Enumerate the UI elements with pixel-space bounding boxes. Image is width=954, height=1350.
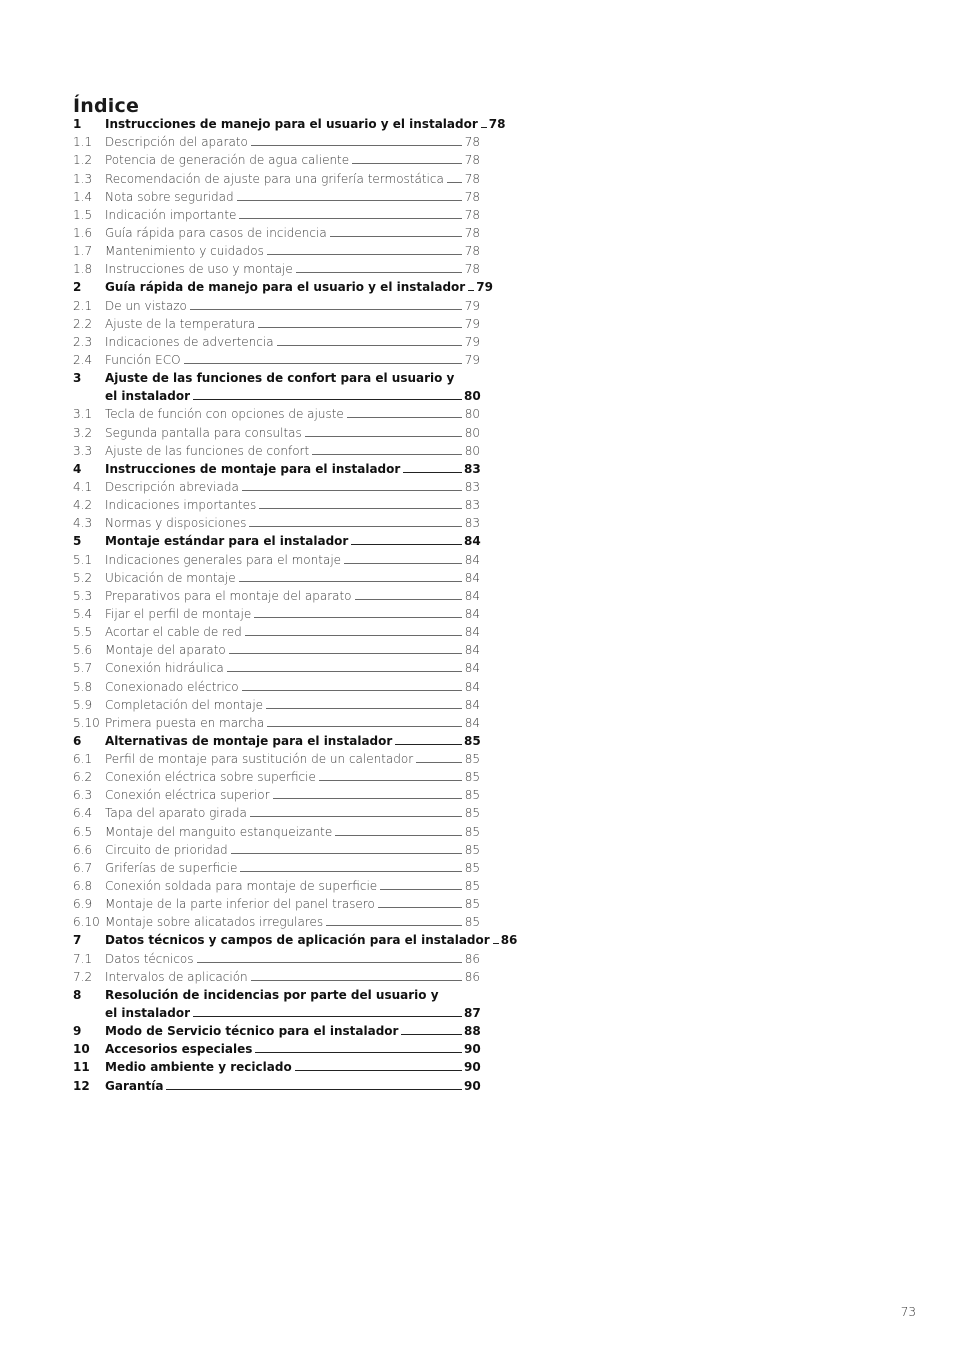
toc-entry-page: 88 [464,1024,481,1039]
toc-entry-page: 79 [464,316,480,331]
toc-entry-number: 6 [73,733,82,748]
toc-leader-line [305,436,462,437]
toc-entry [73,331,480,349]
toc-entry-page: 78 [464,135,480,150]
toc-entry [73,911,480,929]
toc-entry [73,748,480,766]
toc-leader-line [193,1016,462,1017]
toc-entry-number: 12 [73,1078,90,1093]
toc-entry [73,186,480,204]
toc-entry-page: 85 [464,842,480,857]
toc-entry-title: Nota sobre seguridad [105,189,234,204]
toc-entry [73,385,480,403]
toc-entry-page: 83 [464,461,481,476]
toc-entry-number: 2 [73,280,82,295]
toc-entry [73,984,480,1002]
toc-entry-page: 78 [464,189,480,204]
toc-entry-number: 1.8 [73,262,93,277]
toc-leader-line [190,309,462,310]
toc-entry-title: Modo de Servicio técnico para el instalador [105,1024,399,1039]
toc-entry [73,766,480,784]
toc-entry-page: 83 [464,479,480,494]
toc-entry-number: 4.3 [73,516,93,531]
toc-entry [73,621,480,639]
toc-leader-line [326,925,462,926]
toc-entry-number: 6.9 [73,897,93,912]
toc-leader-line [259,508,462,509]
toc-entry-title: Montaje estándar para el instalador [105,534,349,549]
toc-entry-title: Montaje sobre alicatados irregulares [105,915,324,930]
toc-leader-line [239,581,462,582]
toc-entry-page: 80 [464,443,480,458]
toc-entry-title: Ubicación de montaje [105,570,236,585]
toc-entry-number: 6.10 [73,915,100,930]
toc-entry-title: Fijar el perfil de montaje [105,606,252,621]
toc-leader-line [352,163,462,164]
toc-entry-title: Guía rápida de manejo para el usuario y el instalador [105,280,466,295]
toc-entry-page: 80 [464,425,480,440]
toc-entry-number: 2.1 [73,298,93,313]
toc-entry-page: 80 [464,407,480,422]
toc-entry-page: 85 [464,733,481,748]
toc-entry [73,929,518,948]
toc-entry-number: 2.3 [73,334,93,349]
toc-entry-title: Instrucciones de uso y montaje [105,262,293,277]
toc-entry [73,512,480,530]
toc-entry-page: 84 [464,697,480,712]
toc-entry-number: 5.1 [73,552,93,567]
table-of-contents [73,113,518,1093]
toc-entry-number: 2.2 [73,316,93,331]
toc-leader-line [355,599,462,600]
toc-entry-title: Guía rápida para casos de incidencia [105,225,327,240]
toc-entry-number: 6.8 [73,879,93,894]
toc-entry [73,276,493,295]
toc-leader-line [193,399,462,400]
toc-entry [73,421,480,439]
toc-entry-number: 7.2 [73,969,93,984]
toc-entry-number: 6.4 [73,806,93,821]
toc-entry-number: 7 [73,933,82,948]
toc-entry-page: 85 [464,897,480,912]
toc-entry-title: Conexión soldada para montaje de superficie [105,879,378,894]
toc-entry [73,113,506,132]
toc-entry-page: 84 [464,643,480,658]
toc-entry-number: 7.1 [73,951,93,966]
toc-entry-number: 6.2 [73,770,93,785]
toc-entry-number: 3.3 [73,443,93,458]
page-title: Índice [73,94,140,117]
toc-entry-page: 86 [464,951,480,966]
toc-entry-title: Montaje de la parte inferior del panel trasero [105,897,375,912]
toc-entry-title: Completación del montaje [105,697,264,712]
toc-leader-line [255,1052,462,1053]
toc-entry-number: 5.9 [73,697,93,712]
toc-entry-page: 85 [464,770,480,785]
toc-entry-page: 84 [464,552,480,567]
toc-entry [73,730,480,748]
toc-leader-line [468,290,474,291]
toc-entry-number: 11 [73,1060,90,1075]
toc-entry [73,548,480,566]
toc-entry-page: 85 [464,788,480,803]
toc-entry [73,240,480,258]
toc-entry-page: 90 [464,1060,481,1075]
toc-leader-line [335,835,462,836]
toc-entry-title: Resolución de incidencias por parte del usuario y [105,987,439,1002]
toc-entry [73,204,480,222]
toc-leader-line [227,671,462,672]
toc-entry-number: 3.1 [73,407,93,422]
toc-entry-number: 1.3 [73,171,93,186]
toc-entry-title: De un vistazo [105,298,187,313]
toc-entry-number: 5.10 [73,715,100,730]
toc-entry-title: Ajuste de la temperatura [105,316,256,331]
toc-entry [73,1020,480,1038]
toc-entry [73,440,480,458]
toc-entry [73,367,480,385]
toc-entry-title: Indicaciones de advertencia [105,334,274,349]
toc-entry-page: 87 [464,1006,481,1021]
toc-entry-number: 5.2 [73,570,93,585]
toc-entry [73,1056,480,1074]
toc-entry-title: Indicación importante [105,207,237,222]
toc-entry-page: 83 [464,498,480,513]
toc-entry-page: 85 [464,752,480,767]
toc-entry [73,857,480,875]
toc-entry-page: 83 [464,516,480,531]
toc-entry-page: 78 [464,225,480,240]
toc-leader-line [166,1089,462,1090]
toc-entry-title: Intervalos de aplicación [105,969,248,984]
toc-entry-title: Indicaciones generales para el montaje [105,552,342,567]
toc-entry-number: 6.7 [73,860,93,875]
toc-entry-page: 90 [464,1078,481,1093]
toc-entry-title: Montaje del aparato [105,643,226,658]
toc-entry-page: 79 [464,352,480,367]
toc-entry-number: 4.2 [73,498,93,513]
toc-entry-page: 85 [464,915,480,930]
toc-entry [73,476,480,494]
toc-entry [73,567,480,585]
toc-leader-line [447,182,462,183]
toc-entry-title: Griferías de superficie [105,860,238,875]
toc-entry [73,294,480,312]
toc-entry-page: 90 [464,1042,481,1057]
toc-entry-number: 1.6 [73,225,93,240]
toc-entry-page: 78 [464,207,480,222]
toc-entry-page: 78 [464,262,480,277]
toc-entry [73,820,480,838]
toc-entry-number: 6.5 [73,824,93,839]
toc-leader-line [401,1034,462,1035]
toc-leader-line [242,490,462,491]
toc-entry-page: 85 [464,806,480,821]
toc-entry [73,403,480,421]
toc-entry [73,222,480,240]
toc-entry [73,639,480,657]
toc-leader-line [344,563,462,564]
toc-entry-title: Mantenimiento y cuidados [105,244,264,259]
toc-entry-page: 84 [464,679,480,694]
toc-leader-line [239,218,462,219]
toc-entry [73,458,480,476]
toc-leader-line [493,943,499,944]
toc-entry-title: Preparativos para el montaje del aparato [105,588,352,603]
toc-entry-title: Acortar el cable de red [105,625,242,640]
toc-entry-title: Accesorios especiales [105,1042,253,1057]
toc-entry-title: Conexión hidráulica [105,661,224,676]
toc-leader-line [249,526,462,527]
toc-leader-line [277,345,462,346]
toc-entry [73,349,480,367]
toc-entry-number: 1.2 [73,153,93,168]
toc-leader-line [312,454,462,455]
toc-entry-number: 3.2 [73,425,93,440]
toc-entry-page: 86 [464,969,480,984]
toc-entry-number: 10 [73,1042,90,1057]
toc-leader-line [242,690,462,691]
toc-entry-page: 84 [464,534,481,549]
toc-entry [73,313,480,331]
toc-entry [73,149,480,167]
toc-entry-page: 78 [464,153,480,168]
toc-entry-page: 78 [464,171,480,186]
toc-leader-line [380,889,462,890]
toc-entry-number: 5.4 [73,606,93,621]
toc-leader-line [251,980,462,981]
toc-entry-title: Segunda pantalla para consultas [105,425,302,440]
page-number: 73 [900,1305,916,1319]
toc-entry-number: 5.3 [73,588,93,603]
toc-entry-title: Ajuste de las funciones de confort para el usuario y [105,371,455,386]
toc-entry-page: 84 [464,570,480,585]
toc-entry-title: Garantía [105,1078,164,1093]
toc-entry-number: 4 [73,461,82,476]
toc-entry-title: Circuito de prioridad [105,842,228,857]
toc-entry-title: Conexionado eléctrico [105,679,239,694]
toc-leader-line [330,236,462,237]
toc-entry-number: 8 [73,987,82,1002]
toc-entry-page: 84 [464,715,480,730]
toc-leader-line [240,871,462,872]
toc-entry-page: 85 [464,879,480,894]
toc-entry [73,712,480,730]
toc-entry-page: 84 [464,625,480,640]
toc-entry [73,875,480,893]
toc-entry-page: 79 [464,334,480,349]
toc-entry [73,258,480,276]
toc-entry-title: Datos técnicos [105,951,194,966]
toc-entry-number: 1.7 [73,244,93,259]
toc-entry [73,657,480,675]
toc-entry-title: Conexión eléctrica sobre superficie [105,770,316,785]
toc-entry [73,802,480,820]
toc-leader-line [267,726,462,727]
toc-leader-line [258,327,462,328]
toc-entry-page: 86 [500,933,518,948]
toc-entry-title: Instrucciones de montaje para el instalador [105,461,401,476]
toc-entry [73,839,480,857]
toc-entry-page: 80 [464,389,481,404]
toc-entry-title: el instalador [105,1006,191,1021]
toc-entry-number: 6.1 [73,752,93,767]
toc-entry [73,1038,480,1056]
toc-entry [73,131,480,149]
toc-entry-title: Conexión eléctrica superior [105,788,270,803]
toc-entry-title: Tecla de función con opciones de ajuste [105,407,344,422]
toc-leader-line [250,816,462,817]
toc-entry-number: 5 [73,534,82,549]
toc-entry-number: 6.3 [73,788,93,803]
toc-entry-title: Alternativas de montaje para el instalador [105,733,393,748]
toc-entry-number: 9 [73,1024,82,1039]
toc-entry [73,947,480,965]
toc-entry [73,893,480,911]
toc-entry-title: Ajuste de las funciones de confort [105,443,310,458]
toc-entry-page: 85 [464,824,480,839]
toc-entry-page: 78 [488,117,506,132]
toc-entry [73,494,480,512]
toc-leader-line [481,127,487,128]
toc-entry-number: 2.4 [73,352,93,367]
toc-entry-number: 5.6 [73,643,93,658]
toc-entry-title: Función ECO [105,352,181,367]
toc-entry-page: 84 [464,606,480,621]
toc-entry-number: 1.1 [73,135,93,150]
toc-leader-line [319,780,462,781]
toc-entry [73,694,480,712]
toc-leader-line [184,363,462,364]
toc-entry-title: Perfil de montaje para sustitución de un calentador [105,752,414,767]
toc-leader-line [197,962,462,963]
toc-entry [73,603,480,621]
toc-entry-page: 85 [464,860,480,875]
toc-entry [73,167,480,185]
toc-entry-title: Normas y disposiciones [105,516,247,531]
toc-entry [73,530,480,548]
toc-leader-line [295,1070,462,1071]
toc-leader-line [347,417,462,418]
toc-entry-page: 79 [464,298,480,313]
toc-leader-line [351,544,462,545]
toc-entry-title: el instalador [105,389,191,404]
toc-entry-title: Medio ambiente y reciclado [105,1060,292,1075]
toc-entry-title: Datos técnicos y campos de aplicación para el instalador [105,933,490,948]
toc-entry [73,966,480,984]
toc-leader-line [273,798,462,799]
toc-leader-line [403,472,462,473]
toc-leader-line [416,762,462,763]
toc-leader-line [237,200,462,201]
toc-entry-page: 84 [464,661,480,676]
toc-entry-page: 84 [464,588,480,603]
toc-leader-line [378,907,462,908]
toc-entry-title: Potencia de generación de agua caliente [105,153,350,168]
toc-entry-title: Descripción abreviada [105,479,239,494]
toc-entry-title: Tapa del aparato girada [105,806,247,821]
toc-leader-line [229,653,462,654]
toc-entry [73,585,480,603]
toc-entry [73,675,480,693]
toc-leader-line [395,744,462,745]
toc-entry-number: 4.1 [73,479,93,494]
toc-leader-line [266,708,462,709]
toc-entry-number: 5.8 [73,679,93,694]
toc-entry-title: Recomendación de ajuste para una grifería termostática [105,171,444,186]
toc-entry [73,1002,480,1020]
toc-entry-number: 5.7 [73,661,93,676]
toc-entry-title: Descripción del aparato [105,135,248,150]
toc-entry-number: 1 [73,117,82,132]
toc-leader-line [231,853,462,854]
toc-entry-number: 1.4 [73,189,93,204]
toc-leader-line [296,272,462,273]
toc-entry [73,784,480,802]
toc-entry-page: 78 [464,244,480,259]
toc-entry-number: 1.5 [73,207,93,222]
toc-entry-page: 79 [476,280,493,295]
toc-entry [73,1074,480,1092]
toc-entry-title: Instrucciones de manejo para el usuario y el instalador [105,117,478,132]
toc-leader-line [251,145,462,146]
toc-entry-number: 5.5 [73,625,93,640]
toc-leader-line [267,254,462,255]
toc-entry-title: Indicaciones importantes [105,498,257,513]
toc-leader-line [245,635,462,636]
toc-entry-number: 3 [73,371,82,386]
toc-entry-title: Primera puesta en marcha [105,715,265,730]
toc-entry-title: Montaje del manguito estanqueizante [105,824,333,839]
toc-entry-number: 6.6 [73,842,93,857]
toc-leader-line [254,617,462,618]
